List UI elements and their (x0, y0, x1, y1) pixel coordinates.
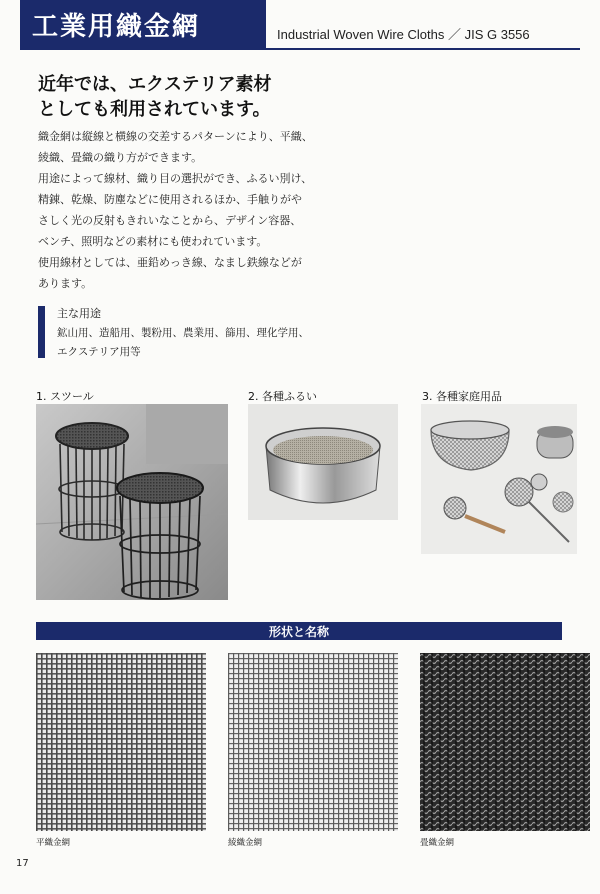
dutch-weave-sample (420, 653, 590, 831)
body-line: さしく光の反射もきれいなことから、デザイン容器、 (38, 214, 302, 227)
photo-caption-stool: 1. スツール (36, 390, 94, 403)
headline-line: 近年では、エクステリア素材 (38, 74, 272, 95)
headline (38, 72, 271, 122)
section-title: 形状と名称 (268, 625, 329, 639)
body-line: 綾織、畳織の織り方ができます。 (38, 151, 203, 164)
page-number: 17 (16, 858, 29, 869)
main-uses-line: 鉱山用、造船用、製粉用、農業用、篩用、理化学用、 (57, 327, 309, 339)
page-title: 工業用織金網 (32, 12, 201, 42)
headline-line: としても利用されています。 (38, 99, 271, 120)
main-uses-text (57, 324, 309, 362)
photo-caption-sieves: 2. 各種ふるい (248, 390, 317, 403)
twill-weave-caption: 綾織金網 (228, 838, 263, 848)
body-line: 用途によって線材、織り目の選択ができ、ふるい別け、 (38, 172, 313, 185)
dutch-weave-caption: 畳織金網 (420, 838, 455, 848)
title-block (20, 0, 266, 48)
main-uses-label: 主な用途 (57, 307, 101, 320)
stool-photo (36, 404, 228, 600)
body-line: あります。 (38, 277, 93, 290)
body-line: ベンチ、照明などの素材にも使われています。 (38, 235, 268, 248)
plain-weave-sample (36, 653, 206, 831)
page-subtitle: Industrial Woven Wire Cloths ／ JIS G 3556 (277, 27, 530, 42)
household-items-photo (421, 404, 577, 554)
body-line: 精錬、乾燥、防塵などに使用されるほか、手触りがや (38, 193, 302, 206)
main-uses-line: エクステリア用等 (57, 346, 141, 358)
section-header-band (36, 622, 562, 640)
body-line: 織金網は縦線と横線の交差するパターンにより、平織、 (38, 130, 313, 143)
title-rule (20, 48, 580, 50)
body-line: 使用線材としては、亜鉛めっき線、なまし鉄線などが (38, 256, 302, 269)
plain-weave-caption: 平織金網 (36, 838, 71, 848)
body-text (38, 126, 338, 294)
photo-caption-household: 3. 各種家庭用品 (422, 390, 502, 403)
sieve-photo (248, 404, 398, 520)
main-uses-box (38, 306, 309, 358)
twill-weave-sample (228, 653, 398, 831)
